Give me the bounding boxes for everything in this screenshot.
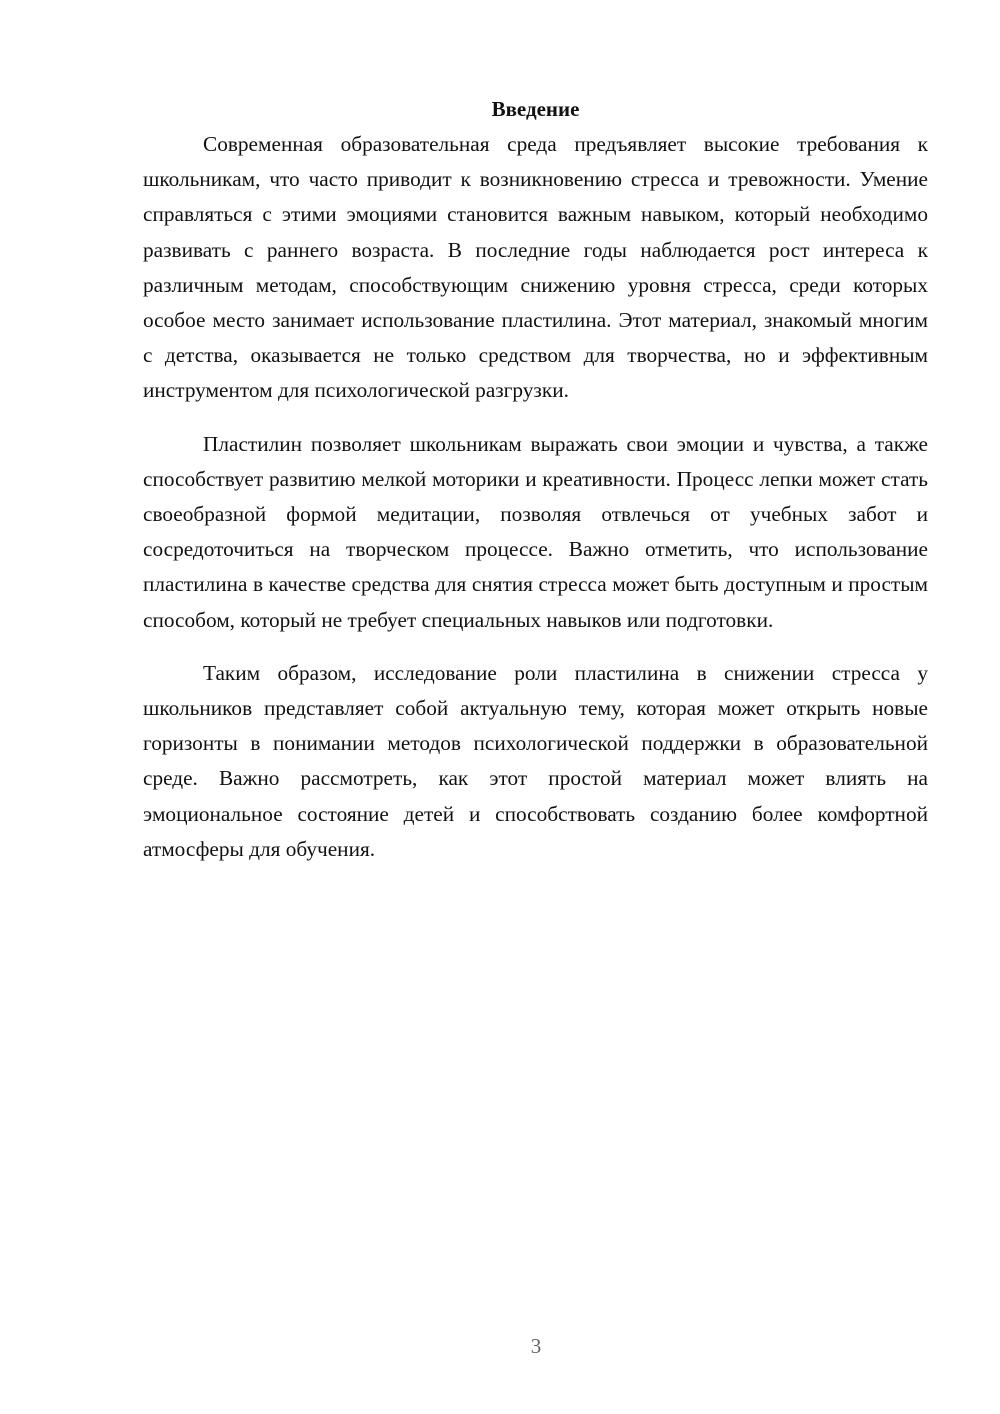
paragraph-2: Пластилин позволяет школьникам выражать свои эмоции и чувства, а также способствует развитию мелкой моторики и креативности. Процесс лепки может стать своеобразной формой медитации, позволяя отвлечься от учебных забот и сосредоточиться на творческом процессе. Важно отметить, что использование пластилина в качестве средства для снятия стресса может быть доступным и простым способом, который не требует специальных навыков или подготовки.	[143, 431, 928, 632]
paragraph-1: Современная образовательная среда предъявляет высокие требования к школьникам, что часто приводит к возникновению стресса и тревожности. Умение справляться с этими эмоциями становится важным навыком, который необходимо развивать с раннего возраста. В последние годы наблюдается рост интереса к различным методам, способствующим снижению уровня стресса, среди которых особое место занимает использование пластилина. Этот материал, знакомый многим с детства, оказывается не только средством для творчества, но и эффективным инструментом для психологической разгрузки.	[143, 132, 928, 403]
page-content	[143, 92, 928, 885]
page-number: 3	[530, 1334, 542, 1358]
paragraph-3: Таким образом, исследование роли пластилина в снижении стресса у школьников представляет собой актуальную тему, которая может открыть новые горизонты в понимании методов психологической поддержки в образовательной среде. Важно рассмотреть, как этот простой материал может влиять на эмоциональное состояние детей и способствовать созданию более комфортной атмосферы для обучения.	[143, 660, 928, 861]
section-title: Введение	[491, 97, 580, 121]
